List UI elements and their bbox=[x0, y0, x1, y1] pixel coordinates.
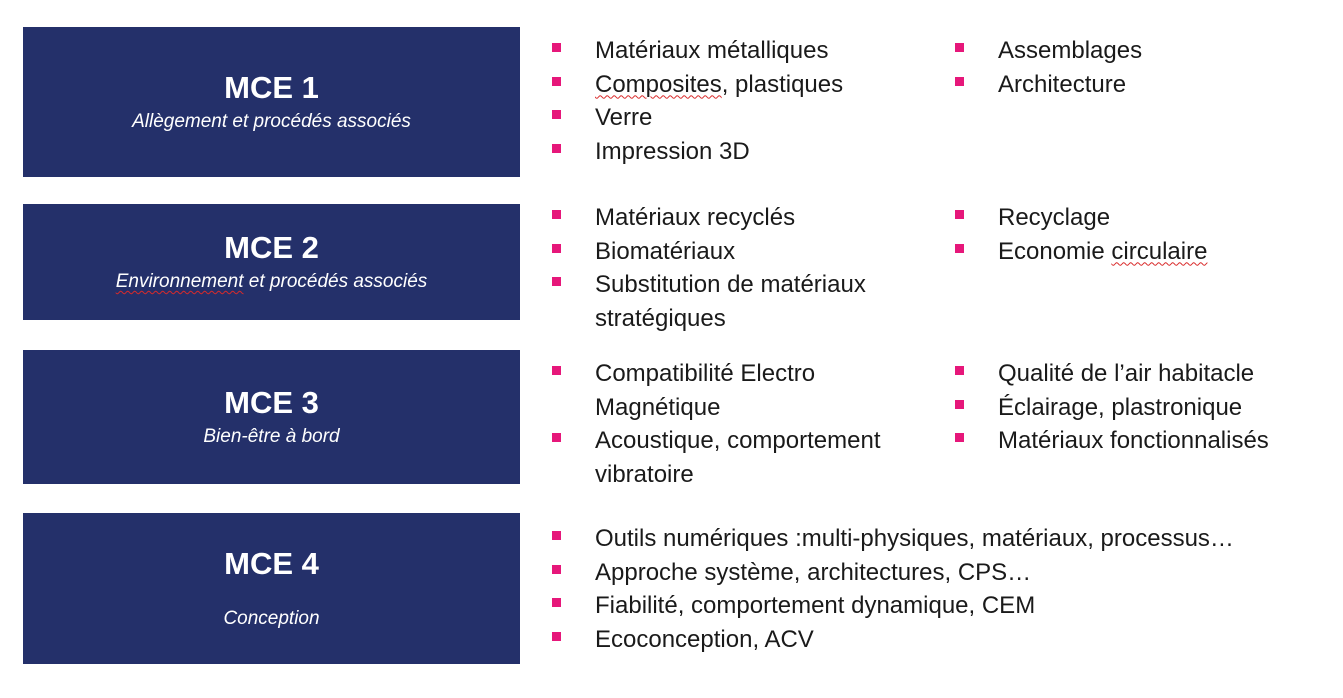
list-item: Ecoconception, ACV bbox=[552, 623, 1337, 657]
mce1-title: MCE 1 bbox=[224, 69, 319, 105]
square-bullet-icon bbox=[552, 244, 561, 253]
mce3-subtitle: Bien-être à bord bbox=[203, 426, 340, 448]
list-item: Assemblages bbox=[955, 34, 1325, 68]
square-bullet-icon bbox=[552, 531, 561, 540]
mce2-title: MCE 2 bbox=[224, 229, 319, 265]
mce3-right-list bbox=[955, 357, 1340, 458]
square-bullet-icon bbox=[552, 632, 561, 641]
list-item: Compatibilité Electro Magnétique bbox=[552, 357, 875, 424]
mce2-left-list bbox=[552, 201, 932, 335]
list-item: Éclairage, plastronique bbox=[955, 391, 1340, 425]
mce2-subtitle: Environnement et procédés associés bbox=[115, 271, 428, 293]
list-item: Impression 3D bbox=[552, 135, 932, 169]
list-item: Acoustique, comportement vibratoire bbox=[552, 424, 915, 491]
square-bullet-icon bbox=[955, 366, 964, 375]
list-item: Architecture bbox=[955, 68, 1325, 102]
list-item: Matériaux recyclés bbox=[552, 201, 932, 235]
square-bullet-icon bbox=[955, 244, 964, 253]
list-item: Qualité de l’air habitacle bbox=[955, 357, 1340, 391]
mce4-subtitle: Conception bbox=[223, 607, 320, 629]
list-item: Recyclage bbox=[955, 201, 1325, 235]
square-bullet-icon bbox=[955, 433, 964, 442]
square-bullet-icon bbox=[552, 210, 561, 219]
mce3-box bbox=[23, 350, 520, 484]
square-bullet-icon bbox=[552, 43, 561, 52]
square-bullet-icon bbox=[552, 277, 561, 286]
square-bullet-icon bbox=[955, 77, 964, 86]
mce3-title: MCE 3 bbox=[224, 384, 319, 420]
list-item: Matériaux métalliques bbox=[552, 34, 932, 68]
list-item: Verre bbox=[552, 101, 932, 135]
list-item: Matériaux fonctionnalisés bbox=[955, 424, 1340, 458]
mce1-left-list bbox=[552, 34, 932, 168]
list-item: Substitution de matériaux stratégiques bbox=[552, 268, 895, 335]
list-item: Fiabilité, comportement dynamique, CEM bbox=[552, 589, 1337, 623]
square-bullet-icon bbox=[955, 210, 964, 219]
mce4-list bbox=[552, 522, 1337, 656]
square-bullet-icon bbox=[552, 144, 561, 153]
list-item: Biomatériaux bbox=[552, 235, 932, 269]
list-item: Approche système, architectures, CPS… bbox=[552, 556, 1337, 590]
list-item: Composites, plastiques bbox=[552, 68, 932, 102]
mce1-box bbox=[23, 27, 520, 177]
list-item: Outils numériques :multi-physiques, matériaux, processus… bbox=[552, 522, 1337, 556]
mce2-box bbox=[23, 204, 520, 320]
square-bullet-icon bbox=[955, 400, 964, 409]
mce1-subtitle: Allègement et procédés associés bbox=[132, 111, 411, 133]
list-item: Economie circulaire bbox=[955, 235, 1325, 269]
square-bullet-icon bbox=[552, 433, 561, 442]
mce2-right-list bbox=[955, 201, 1325, 268]
mce4-title: MCE 4 bbox=[224, 546, 319, 582]
square-bullet-icon bbox=[552, 565, 561, 574]
mce1-right-list bbox=[955, 34, 1325, 101]
square-bullet-icon bbox=[552, 110, 561, 119]
square-bullet-icon bbox=[552, 366, 561, 375]
square-bullet-icon bbox=[955, 43, 964, 52]
square-bullet-icon bbox=[552, 77, 561, 86]
square-bullet-icon bbox=[552, 598, 561, 607]
mce4-box bbox=[23, 513, 520, 664]
mce3-left-list bbox=[552, 357, 912, 491]
